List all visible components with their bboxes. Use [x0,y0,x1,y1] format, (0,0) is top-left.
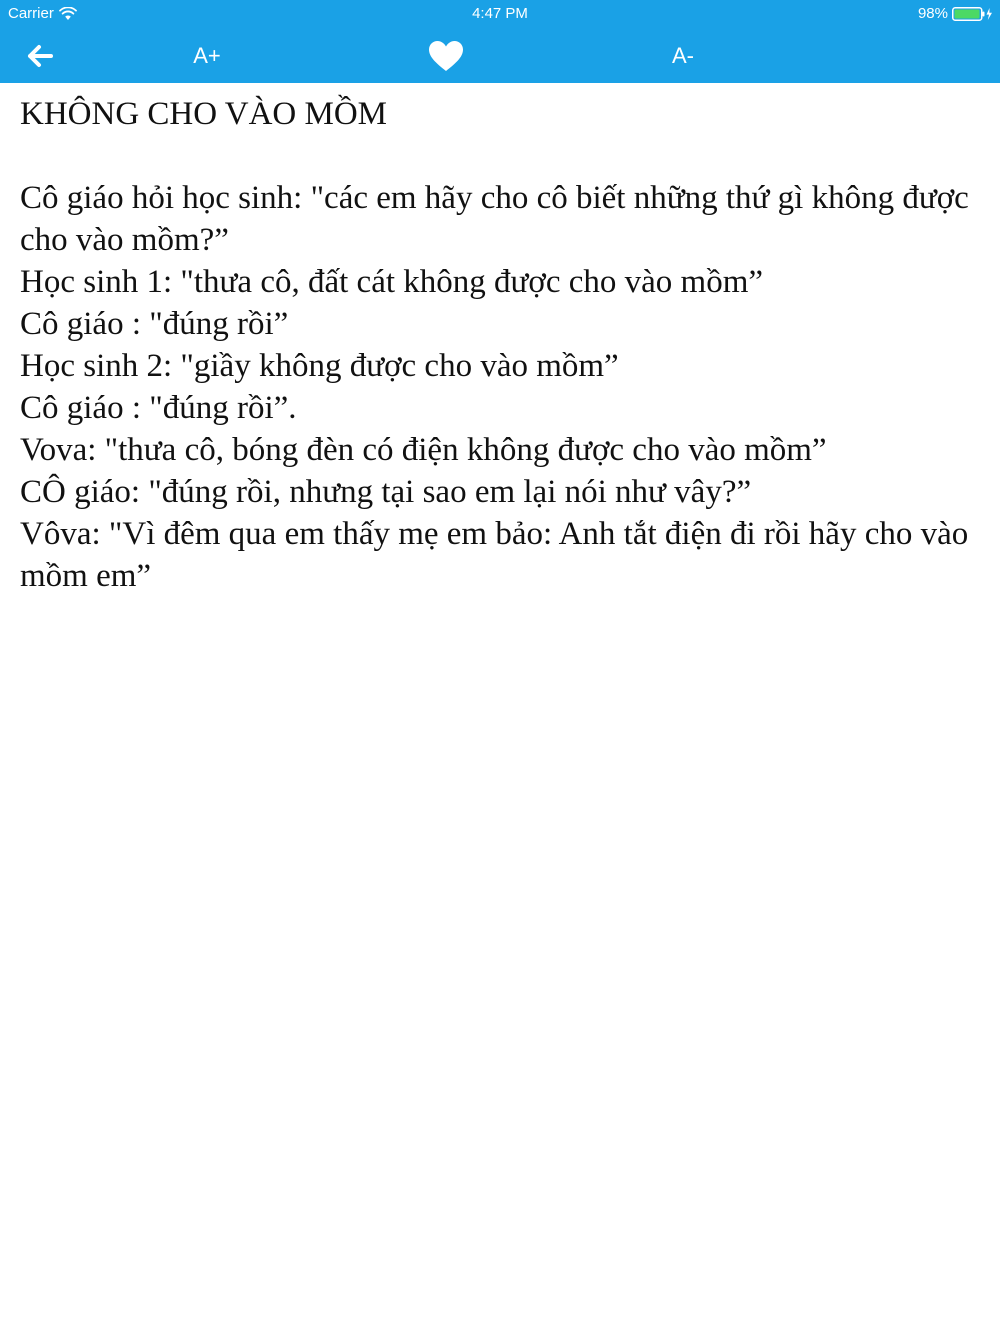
arrow-left-icon [25,43,55,69]
story-line: Học sinh 2: "giầy không được cho vào mồm” [20,348,619,384]
font-decrease-button[interactable]: A- [672,42,694,68]
battery-icon [952,6,994,22]
story-line: Cô giáo : "đúng rồi”. [20,390,297,426]
story-line: CÔ giáo: "đúng rồi, nhưng tại sao em lại nói như vây?” [20,474,752,510]
story-content [20,88,980,597]
story-line: Cô giáo : "đúng rồi” [20,306,289,342]
title-spacer [20,135,980,177]
status-time: 4:47 PM [472,5,528,22]
reader-toolbar [0,28,1000,83]
font-increase-button[interactable]: A+ [193,42,221,68]
heart-icon [428,40,464,72]
story-line: Vova: "thưa cô, bóng đèn có điện không được cho vào mồm” [20,432,827,468]
back-button[interactable] [18,28,62,83]
carrier-label: Carrier [8,5,54,22]
battery-info [918,5,994,22]
story-title: KHÔNG CHO VÀO MỒM [20,96,387,132]
story-line: Cô giáo hỏi học sinh: "các em hãy cho cô biết những thứ gì không được cho vào mồm?” [20,180,969,258]
favorite-button[interactable] [420,28,472,83]
battery-percent: 98% [917,5,948,22]
status-bar [0,0,1000,28]
story-line: Học sinh 1: "thưa cô, đất cát không được cho vào mồm” [20,264,764,300]
top-bar [0,0,1000,83]
story-line: Vôva: "Vì đêm qua em thấy mẹ em bảo: Anh tắt điện đi rồi hãy cho vào mồm em” [20,516,969,594]
